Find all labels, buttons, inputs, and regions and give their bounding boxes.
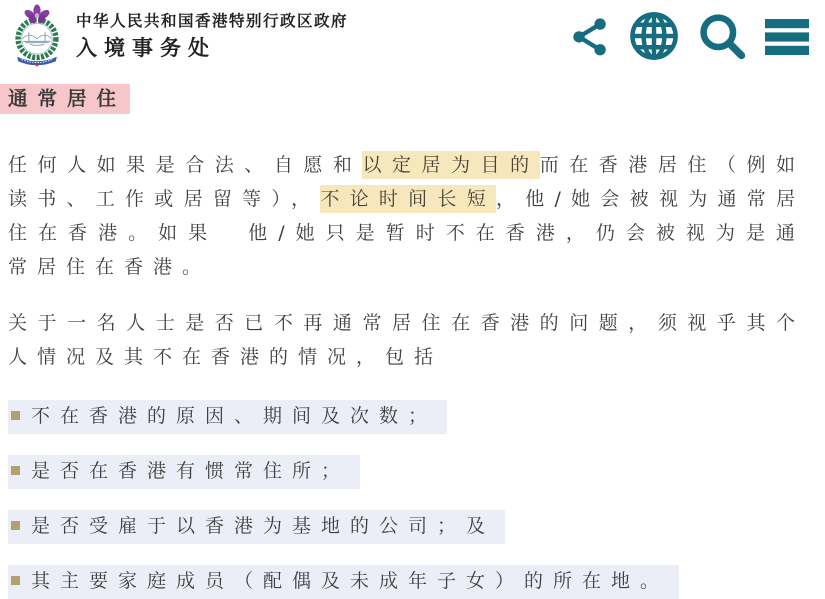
paragraph-ordinary-residence	[8, 148, 805, 284]
square-bullet-icon	[11, 466, 20, 475]
search-icon	[696, 10, 748, 62]
menu-button[interactable]	[763, 12, 811, 60]
immigration-department-logo[interactable]	[10, 4, 64, 68]
language-button[interactable]	[627, 9, 681, 63]
main-content	[0, 84, 825, 599]
list-item-text: 是否在香港有惯常住所；	[31, 460, 351, 483]
paragraph1-segment: ，他/她会被视为通常居住在香港。如果 他/她只是暂时不在香港，仍会被视为是通常居住在香港。	[8, 188, 805, 279]
page-title: 通常居住	[0, 84, 130, 114]
factors-list	[8, 400, 805, 599]
government-title: 中华人民共和国香港特别行政区政府	[76, 12, 349, 31]
square-bullet-icon	[11, 521, 20, 530]
square-bullet-icon	[11, 411, 20, 420]
list-item-text: 是否受雇于以香港为基地的公司；及	[31, 515, 496, 538]
department-title: 入境事务处	[76, 35, 216, 60]
share-icon	[568, 12, 612, 60]
menu-icon	[763, 12, 811, 60]
paragraph-cessation-factors: 关于一名人士是否已不再通常居住在香港的问题，须视乎其个人情况及其不在香港的情况，包括	[8, 312, 805, 369]
site-header	[0, 0, 825, 70]
paragraph1-segment: 而在香港居住（例如读书、工作或居留等），	[8, 154, 805, 211]
list-item	[8, 510, 805, 544]
square-bullet-icon	[11, 576, 20, 585]
search-button[interactable]	[696, 10, 748, 62]
list-item	[8, 400, 805, 434]
header-titles	[76, 12, 348, 59]
list-item	[8, 455, 805, 489]
highlight-duration: 不论时间长短	[320, 185, 496, 213]
list-item	[8, 565, 805, 599]
paragraph1-segment: 任何人如果是合法、自愿和	[8, 154, 363, 177]
globe-icon	[627, 9, 681, 63]
list-item-text: 其主要家庭成员（配偶及未成年子女）的所在地。	[31, 570, 670, 593]
share-button[interactable]	[568, 12, 612, 60]
header-icon-bar	[568, 9, 811, 63]
list-item-text: 不在香港的原因、期间及次数；	[31, 405, 438, 428]
highlight-settlement-purpose: 以定居为目的	[362, 151, 539, 179]
